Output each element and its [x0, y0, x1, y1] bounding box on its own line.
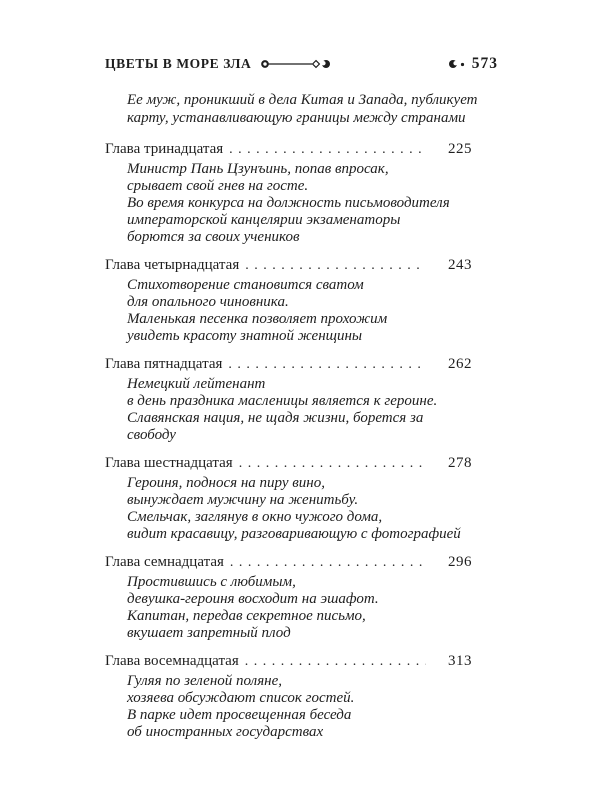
intro-line: карту, устанавливающую границы между странами: [127, 109, 466, 126]
toc-entry: [105, 554, 472, 642]
description-line: об иностранных государствах: [127, 724, 324, 740]
chapter-title: Глава пятнадцатая: [105, 356, 223, 372]
page-header: [105, 55, 498, 72]
header-rule-ornament: [260, 58, 334, 70]
description-line: Смельчак, заглянув в окно чужого дома,: [127, 509, 383, 525]
toc-entry-line[interactable]: [105, 141, 472, 158]
chapter-description: [127, 574, 472, 642]
toc-entry-line[interactable]: [105, 257, 472, 274]
page-number-group: [447, 55, 498, 73]
toc-entry-line[interactable]: [105, 554, 472, 571]
toc-entry: [105, 653, 472, 741]
toc-entry-line[interactable]: [105, 356, 472, 373]
description-line: срывает свой гнев на госте.: [127, 178, 309, 194]
toc-entry-line[interactable]: [105, 653, 472, 670]
description-line: Немецкий лейтенант: [127, 376, 266, 392]
page-number-ornament: [447, 58, 467, 70]
description-line: Стихотворение становится сватом: [127, 277, 364, 293]
chapter-title: Глава семнадцатая: [105, 554, 224, 570]
description-line: девушка-героиня восходит на эшафот.: [127, 591, 379, 607]
chapter-description: [127, 673, 472, 741]
description-line: в день праздника масленицы является к героине.: [127, 393, 438, 409]
chapter-title: Глава тринадцатая: [105, 141, 224, 157]
dot-leader: [223, 141, 426, 158]
description-line: для опального чиновника.: [127, 294, 289, 310]
dot-leader: [224, 554, 426, 571]
chapter-description: [127, 475, 472, 543]
dot-leader: [233, 455, 426, 472]
chapter-description: [127, 161, 472, 246]
description-line: Капитан, передав секретное письмо,: [127, 608, 366, 624]
chapter-page-number: 262: [448, 356, 472, 372]
description-line: борются за своих учеников: [127, 229, 300, 245]
description-line: видит красавицу, разговаривающую с фотографией: [127, 526, 461, 542]
chapter-page-number: 278: [448, 455, 472, 471]
description-line: вынуждает мужчину на женитьбу.: [127, 492, 359, 508]
chapter-title: Глава восемнадцатая: [105, 653, 239, 669]
description-line: Простившись с любимым,: [127, 574, 296, 590]
description-line: Героиня, поднося на пиру вино,: [127, 475, 325, 491]
toc-entry: [105, 141, 472, 246]
toc-entry: [105, 257, 472, 345]
description-line: Во время конкурса на должность письмоводителя: [127, 195, 450, 211]
toc-entry: [105, 455, 472, 543]
description-line: Славянская нация, не щадя жизни, борется за свободу: [127, 410, 424, 443]
toc-entry: [105, 356, 472, 444]
page-number: 573: [471, 54, 498, 72]
description-line: Маленькая песенка позволяет прохожим: [127, 311, 388, 327]
running-title: ЦВЕТЫ В МОРЕ ЗЛА: [105, 55, 252, 71]
description-line: Министр Пань Цзунъинь, попав впросак,: [127, 161, 389, 177]
intro-description: [127, 92, 498, 127]
chapter-page-number: 296: [448, 554, 472, 570]
chapter-description: [127, 277, 472, 345]
description-line: вкушает запретный плод: [127, 625, 291, 641]
intro-line: Ее муж, проникший в дела Китая и Запада, публикует: [127, 92, 478, 108]
chapter-title: Глава шестнадцатая: [105, 455, 233, 471]
toc-entry-line[interactable]: [105, 455, 472, 472]
description-line: императорской канцелярии экзаменаторы: [127, 212, 401, 228]
dot-leader: [239, 653, 426, 670]
description-line: увидеть красоту знатной женщины: [127, 328, 363, 344]
chapter-page-number: 313: [448, 653, 472, 669]
description-line: Гуляя по зеленой поляне,: [127, 673, 283, 689]
description-line: В парке идет просвещенная беседа: [127, 707, 352, 723]
chapter-page-number: 225: [448, 141, 472, 157]
chapter-description: [127, 376, 472, 444]
chapter-page-number: 243: [448, 257, 472, 273]
chapter-title: Глава четырнадцатая: [105, 257, 240, 273]
dot-leader: [239, 257, 426, 274]
dot-leader: [222, 356, 426, 373]
toc-list: [105, 141, 472, 741]
description-line: хозяева обсуждают список гостей.: [127, 690, 355, 706]
